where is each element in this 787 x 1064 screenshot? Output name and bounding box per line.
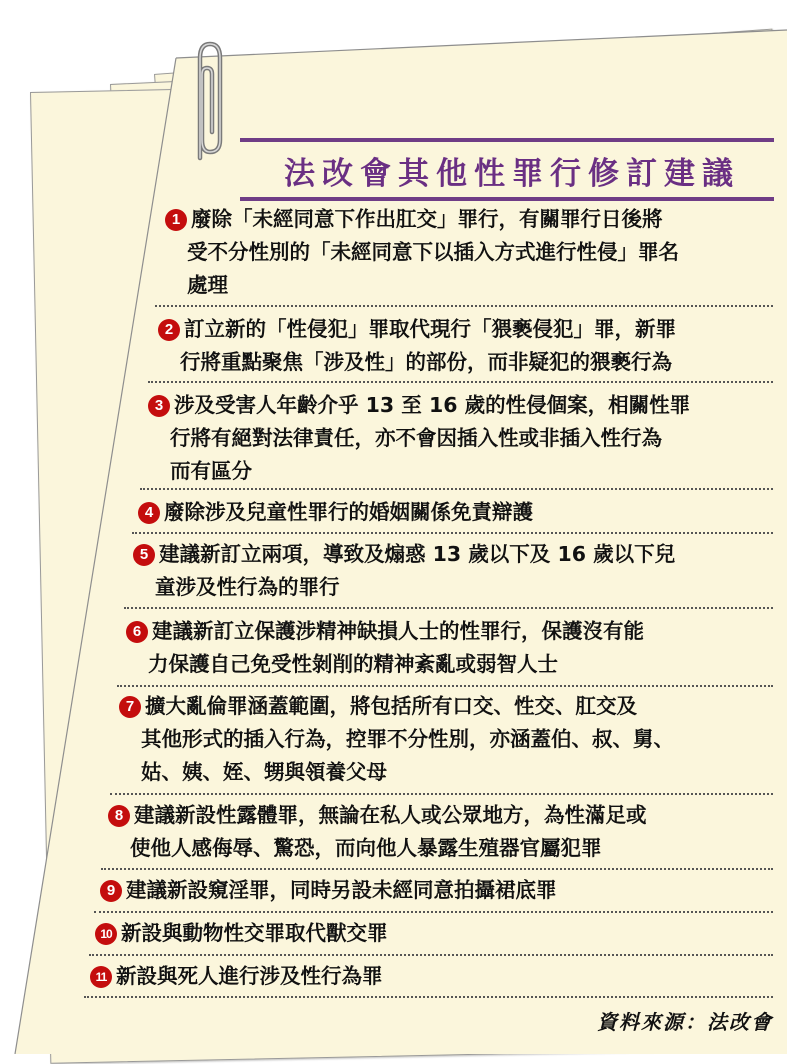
proposal-text: 涉及受害人年齡介乎 13 至 16 歲的性侵個案，相關性罪 (174, 393, 691, 417)
page-title: 法改會其他性罪行修訂建議 (284, 156, 740, 192)
proposal-text-line (165, 236, 773, 269)
item-number-badge: 3 (148, 395, 170, 417)
dotted-separator (94, 911, 773, 913)
proposal-text: 處理 (187, 273, 228, 297)
dotted-separator (132, 532, 773, 534)
proposal-item (138, 496, 773, 529)
proposal-text: 新設與死人進行涉及性行為罪 (116, 964, 383, 988)
proposal-text-line (90, 960, 773, 993)
proposal-text-line (108, 799, 773, 832)
item-number-badge: 10 (95, 923, 117, 945)
item-number-badge: 11 (90, 966, 112, 988)
proposal-text-line (95, 917, 773, 950)
proposal-text: 廢除涉及兒童性罪行的婚姻關係免責辯護 (164, 500, 533, 524)
proposal-item (108, 799, 773, 865)
proposal-text-line (148, 389, 773, 422)
proposal-text-line (138, 496, 773, 529)
proposal-item (95, 917, 773, 950)
proposal-text-line (119, 690, 773, 723)
source-credit: 資料來源：法改會 (597, 1010, 773, 1034)
proposal-text: 力保護自己免受性剝削的精神紊亂或弱智人士 (148, 652, 558, 676)
dotted-separator (110, 793, 773, 795)
proposal-text: 建議新訂立兩項，導致及煽惑 13 歲以下及 16 歲以下兒 (159, 542, 676, 566)
item-number-badge: 2 (158, 319, 180, 341)
proposal-text: 行將重點聚焦「涉及性」的部份，而非疑犯的猥褻行為 (180, 350, 672, 374)
proposal-text: 擴大亂倫罪涵蓋範圍，將包括所有口交、性交、肛交及 (145, 694, 637, 718)
proposal-text-line (126, 648, 773, 681)
proposal-item (133, 538, 773, 604)
proposal-text-line (148, 455, 773, 488)
dotted-separator (89, 954, 773, 956)
proposal-text-line (133, 571, 773, 604)
proposal-text-line (148, 422, 773, 455)
proposal-text-line (108, 832, 773, 865)
proposal-text-line (119, 756, 773, 789)
proposal-item (100, 874, 773, 907)
dotted-separator (124, 607, 773, 609)
proposal-text-line (119, 723, 773, 756)
dotted-separator (101, 868, 773, 870)
proposal-item (90, 960, 773, 993)
proposal-text: 而有區分 (170, 459, 252, 483)
item-number-badge: 7 (119, 696, 141, 718)
proposal-text-line (126, 615, 773, 648)
item-number-badge: 9 (100, 880, 122, 902)
item-number-badge: 1 (165, 209, 187, 231)
item-number-badge: 6 (126, 621, 148, 643)
proposal-text: 其他形式的插入行為，控罪不分性別，亦涵蓋伯、叔、舅、 (141, 727, 674, 751)
proposal-text: 建議新訂立保護涉精神缺損人士的性罪行，保護沒有能 (152, 619, 644, 643)
proposal-text-line (158, 346, 773, 379)
proposal-text: 受不分性別的「未經同意下以插入方式進行性侵」罪名 (187, 240, 679, 264)
proposal-text: 建議新設窺淫罪，同時另設未經同意拍攝裙底罪 (126, 878, 557, 902)
proposal-item (119, 690, 773, 789)
proposal-text: 建議新設性露體罪，無論在私人或公眾地方，為性滿足或 (134, 803, 647, 827)
dotted-separator (155, 305, 773, 307)
proposal-text: 訂立新的「性侵犯」罪取代現行「猥褻侵犯」罪，新罪 (184, 317, 676, 341)
dotted-separator (148, 381, 773, 383)
item-number-badge: 4 (138, 502, 160, 524)
dotted-separator (117, 685, 773, 687)
proposal-text-line (165, 269, 773, 302)
proposal-text: 廢除「未經同意下作出肛交」罪行，有關罪行日後將 (191, 207, 663, 231)
proposal-text: 使他人感侮辱、驚恐，而向他人暴露生殖器官屬犯罪 (130, 836, 602, 860)
proposal-text-line (158, 313, 773, 346)
dotted-separator (84, 996, 773, 998)
proposal-item (126, 615, 773, 681)
proposal-text-line (133, 538, 773, 571)
proposal-text-line (165, 203, 773, 236)
item-number-badge: 5 (133, 544, 155, 566)
item-number-badge: 8 (108, 805, 130, 827)
proposal-item (165, 203, 773, 302)
proposal-text: 新設與動物性交罪取代獸交罪 (121, 921, 388, 945)
dotted-separator (140, 488, 773, 490)
proposal-text-line (100, 874, 773, 907)
proposal-item (148, 389, 773, 488)
proposal-text: 姑、姨、姪、甥與領養父母 (141, 760, 387, 784)
proposal-text: 童涉及性行為的罪行 (155, 575, 340, 599)
proposal-item (158, 313, 773, 379)
proposal-text: 行將有絕對法律責任，亦不會因插入性或非插入性行為 (170, 426, 662, 450)
